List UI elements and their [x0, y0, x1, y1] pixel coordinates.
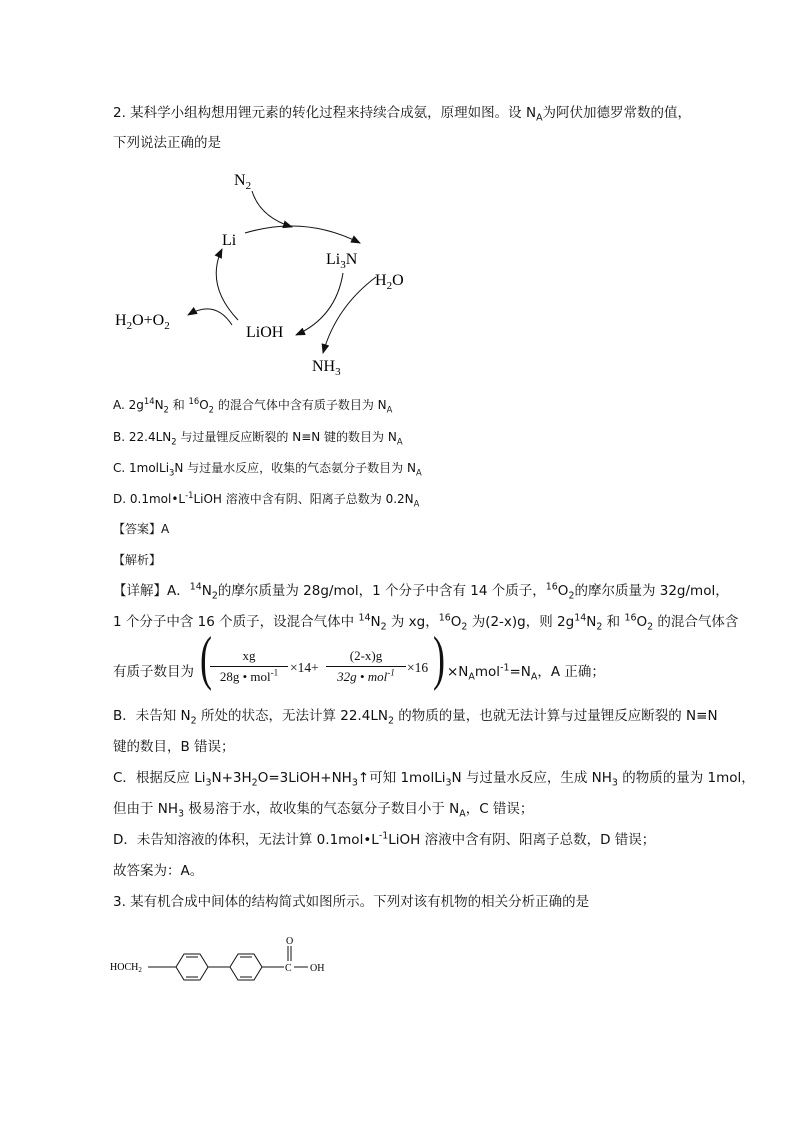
- times-14: ×14+: [290, 660, 319, 675]
- q2-stem-line1: 2. 某科学小组构想用锂元素的转化过程来持续合成氨，原理如图。设 $N_A$为阿伏加德罗常数的值，: [113, 105, 692, 124]
- fraction-1: [210, 648, 288, 685]
- c-explanation-line1: C．根据反应 $Li_3N+3H_2O=3LiOH+NH_3↑$可知 1molLi$_3$N 与过量水反应，生成 $NH_3$ 的物质的量为 1mol，: [113, 770, 755, 789]
- b-explanation-line2: 键的数目，B 错误；: [113, 739, 235, 755]
- h2o-to-nh3-arrow: [323, 277, 376, 353]
- carbonyl-o-label: O: [286, 936, 294, 947]
- fraction-1-denominator: 28g • mol$^{-1}$: [219, 667, 279, 684]
- benzene-ring-1: [176, 954, 208, 980]
- analysis-heading: 【解析】: [113, 553, 162, 567]
- formula-line: [113, 625, 753, 694]
- option-d: D. $0.1mol•L^{-1}LiOH$ 溶液中含有阴、阳离子总数为 $0.2N_A$: [113, 490, 420, 509]
- nh3-label: $NH_3$: [312, 358, 341, 378]
- oh-label: OH: [310, 963, 325, 974]
- q3-structure-diagram: [110, 932, 350, 997]
- h2o-o2-label: $H_2O+O_2$: [115, 312, 170, 332]
- q3-stem: 3. 某有机合成中间体的结构简式如图所示。下列对该有机物的相关分析正确的是: [113, 894, 590, 910]
- option-a: A. $2g^{14}N_2$ 和 $^{16}O_2$ 的混合气体中含有质子数目为 $N_A$: [113, 396, 393, 415]
- times-16: ×16: [407, 660, 429, 675]
- fraction-2-numerator: (2-x)g: [349, 648, 383, 663]
- conclusion: 故答案为：A。: [113, 863, 204, 879]
- n2-to-cycle-arrow: [252, 191, 292, 227]
- fraction-2: [326, 648, 406, 685]
- detail-line2: 1 个分子中含 16 个质子，设混合气体中 $^{14}N_2$ 为 xg，$^{16}O_2$ 为(2-x)g，则 $2g^{14}N_2$ 和 $^{16}O_2$ 的混合气体含: [113, 612, 739, 633]
- q2-stem-line2: 下列说法正确的是: [113, 135, 221, 151]
- fraction-1-numerator: xg: [242, 648, 256, 663]
- carboxyl-c: C: [285, 963, 292, 974]
- hoch2-label: $HOCH_2$: [110, 962, 142, 974]
- right-paren: ): [432, 625, 445, 691]
- option-b: B. $22.4LN_2$ 与过量锂反应断裂的 N≡N 键的数目为 $N_A$: [113, 430, 403, 447]
- d-explanation: D．未告知溶液的体积，无法计算 $0.1mol•L^{-1}LiOH$ 溶液中含有阴、阳离子总数，D 错误；: [113, 830, 656, 848]
- li-label: Li: [222, 232, 237, 249]
- lioh-to-h2o-o2-arrow: [188, 309, 232, 325]
- detail-line1: 【详解】A．$^{14}N_2$的摩尔质量为 28g/mol，1 个分子中含有 14 个质子，$^{16}O_2$的摩尔质量为 32g/mol，: [113, 581, 729, 602]
- answer: 【答案】A: [113, 522, 170, 536]
- lioh-to-li-arrow: [216, 249, 238, 320]
- li3n-to-lioh-arrow: [296, 273, 343, 335]
- b-explanation-line1: B．未告知 $N_2$ 所处的状态，无法计算 $22.4LN_2$ 的物质的量，也就无法计算与过量锂反应断裂的 N≡N: [113, 708, 718, 727]
- option-c: C. 1molLi$_3$N 与过量水反应，收集的气态氨分子数目为 $N_A$: [113, 461, 422, 478]
- c-explanation-line2: 但由于 $NH_3$ 极易溶于水，故收集的气态氨分子数目小于 $N_A$，C 错误；: [113, 801, 534, 820]
- li3n-label: $Li_3N$: [326, 251, 358, 271]
- formula-prefix: 有质子数目为: [113, 664, 194, 680]
- left-paren: (: [199, 625, 212, 691]
- h2o-label: $H_2O$: [375, 272, 404, 292]
- n2-label: $N_2$: [234, 172, 252, 192]
- li-to-li3n-arrow: [245, 226, 360, 243]
- lioh-label: LiOH: [246, 324, 284, 341]
- benzene-ring-2: [230, 954, 262, 980]
- lithium-cycle-diagram: [110, 165, 440, 380]
- fraction-2-denominator: 32g • mol$^{-1}$: [337, 667, 395, 684]
- formula-suffix: $\times N_Amol^{-1}=N_A$，A 正确；: [447, 662, 605, 683]
